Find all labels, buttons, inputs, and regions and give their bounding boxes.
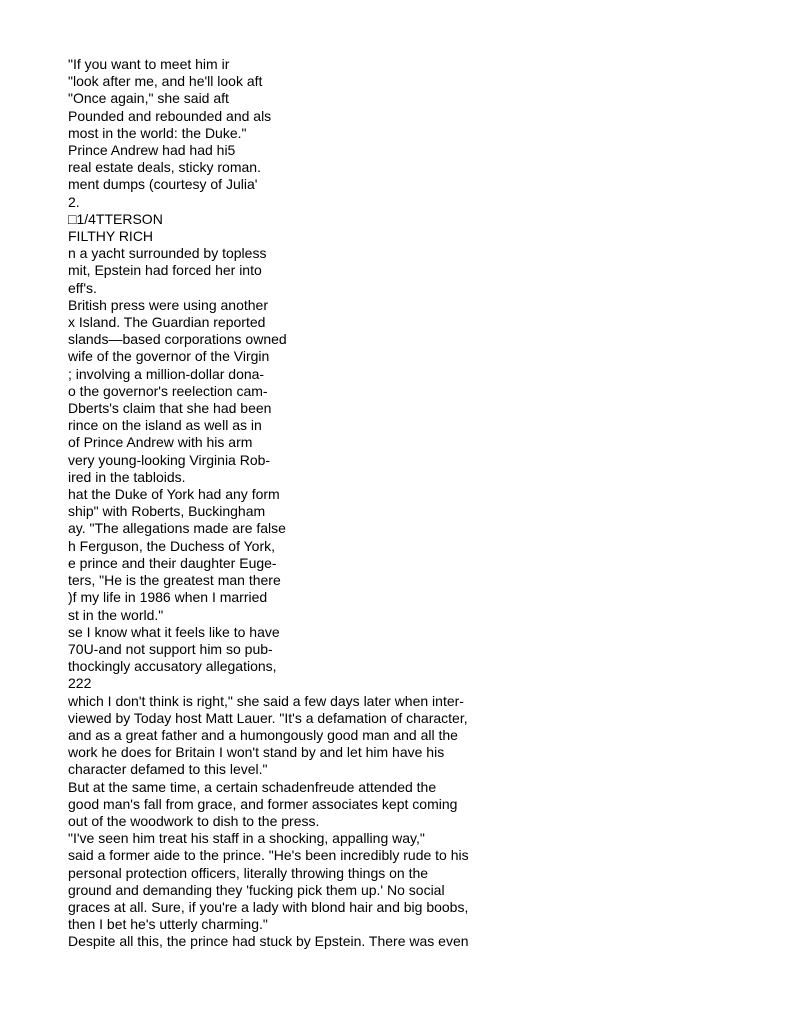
text-line: British press were using another bbox=[68, 296, 268, 313]
text-line: out of the woodwork to dish to the press. bbox=[68, 812, 320, 829]
text-line: But at the same time, a certain schadenfreude attended the bbox=[68, 778, 437, 795]
text-line: ship" with Roberts, Buckingham bbox=[68, 503, 266, 520]
text-line: st in the world." bbox=[68, 606, 164, 623]
text-line: h Ferguson, the Duchess of York, bbox=[68, 537, 276, 554]
text-line: ay. "The allegations made are false bbox=[68, 520, 286, 537]
text-line: work he does for Britain I won't stand by and let him have his bbox=[68, 744, 445, 761]
text-line: x Island. The Guardian reported bbox=[68, 314, 266, 331]
text-line: □1/4TTERSON bbox=[68, 210, 163, 227]
text-line: viewed by Today host Matt Lauer. "It's a defamation of character, bbox=[68, 709, 468, 726]
text-line: 222 bbox=[68, 675, 92, 692]
text-line: "If you want to meet him ir bbox=[68, 56, 230, 72]
text-line: se I know what it feels like to have bbox=[68, 623, 280, 640]
text-line: personal protection officers, literally throwing things on the bbox=[68, 864, 429, 881]
text-line: ground and demanding they 'fucking pick them up.' No social bbox=[68, 881, 445, 898]
text-line: "Once again," she said aft bbox=[68, 90, 229, 107]
text-line: 2. bbox=[68, 193, 80, 210]
text-line: good man's fall from grace, and former associates kept coming bbox=[68, 795, 458, 812]
text-line: slands—based corporations owned bbox=[68, 331, 287, 348]
text-line: e prince and their daughter Euge- bbox=[68, 554, 277, 571]
text-line: hat the Duke of York had any form bbox=[68, 486, 280, 503]
text-line: of Prince Andrew with his arm bbox=[68, 434, 253, 451]
text-line: most in the world: the Duke." bbox=[68, 124, 247, 141]
text-line: o the governor's reelection cam- bbox=[68, 382, 268, 399]
text-line: graces at all. Sure, if you're a lady with blond hair and big boobs, bbox=[68, 898, 469, 915]
text-line: eff's. bbox=[68, 279, 97, 296]
text-line: very young-looking Virginia Rob- bbox=[68, 451, 271, 468]
text-line: "I've seen him treat his staff in a shocking, appalling way," bbox=[68, 830, 425, 847]
text-line: Dberts's claim that she had been bbox=[68, 400, 272, 417]
text-line: wife of the governor of the Virgin bbox=[68, 348, 270, 365]
text-line: Despite all this, the prince had stuck by Epstein. There was even bbox=[68, 933, 469, 950]
text-line: rince on the island as well as in bbox=[68, 417, 262, 434]
text-line: mit, Epstein had forced her into bbox=[68, 262, 262, 279]
text-line: then I bet he's utterly charming." bbox=[68, 916, 268, 933]
text-line: ters, "He is the greatest man there bbox=[68, 572, 281, 589]
text-line: and as a great father and a humongously good man and all the bbox=[68, 726, 458, 743]
document-text bbox=[68, 56, 788, 951]
text-line: 70U-and not support him so pub- bbox=[68, 640, 273, 657]
text-line: ment dumps (courtesy of Julia' bbox=[68, 176, 258, 193]
text-line: FILTHY RICH bbox=[68, 228, 154, 245]
text-line: Prince Andrew had had hi5 bbox=[68, 142, 236, 159]
text-line: ired in the tabloids. bbox=[68, 468, 186, 485]
text-line: which I don't think is right," she said a few days later when inter- bbox=[68, 692, 464, 709]
text-line: n a yacht surrounded by topless bbox=[68, 245, 267, 262]
text-line: )f my life in 1986 when I married bbox=[68, 589, 268, 606]
text-line: said a former aide to the prince. "He's been incredibly rude to his bbox=[68, 847, 469, 864]
text-line: character defamed to this level." bbox=[68, 761, 268, 778]
text-line: "look after me, and he'll look aft bbox=[68, 73, 263, 90]
text-line: real estate deals, sticky roman. bbox=[68, 159, 261, 176]
text-line: ; involving a million-dollar dona- bbox=[68, 365, 265, 382]
text-line: Pounded and rebounded and als bbox=[68, 107, 272, 124]
text-line: thockingly accusatory allegations, bbox=[68, 658, 277, 675]
